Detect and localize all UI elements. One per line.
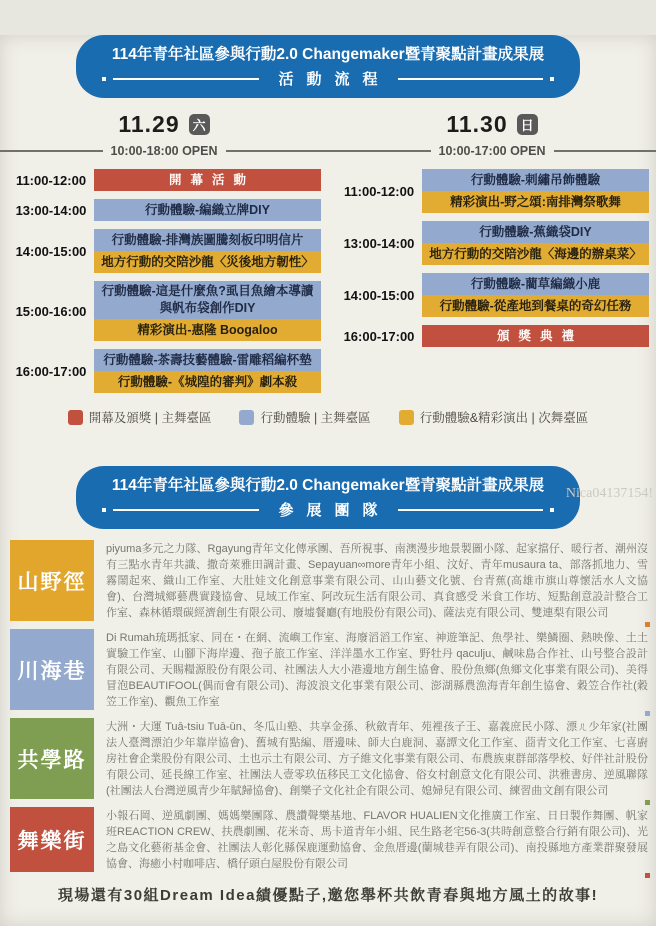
event-bar: 地方行動的交陪沙龍〈災後地方韌性〉 — [94, 251, 321, 273]
date-label: 11.29 — [118, 111, 180, 137]
legend — [0, 408, 656, 426]
decorative-square-dot — [645, 711, 650, 716]
legend-item — [239, 408, 370, 426]
schedule-row — [336, 169, 649, 213]
legend-label: 行動體驗 | 主舞臺區 — [260, 411, 371, 425]
legend-item — [68, 408, 212, 426]
footer-tagline: 現場還有30組Dream Idea績優點子,邀您舉杯共飲青春與地方風土的故事! — [57, 887, 599, 904]
decorative-square-dot — [102, 77, 106, 81]
event-bar: 行動體驗-這是什麼魚?虱目魚繪本導讀與帆布袋創作DIY — [94, 281, 321, 319]
event-bar: 頒獎典禮 — [422, 325, 649, 347]
event-bar: 行動體驗-編織立牌DIY — [94, 199, 321, 221]
decorative-square-dot — [645, 800, 650, 805]
event-bar: 地方行動的交陪沙龍〈海邊的辦桌菜〉 — [422, 243, 649, 265]
weekday-badge: 日 — [517, 114, 538, 135]
team-members: Di Rumah琉瑪抵家、同在・在網、流嶼工作室、海廢滔滔工作室、神遊筆記、魚學社、樂鱗圈、熱映像、土土實驗工作室、山腳下海岸邊、孢子旅工作室、洋洋墨水工作室、野牡丹 qaculju、鹹味島合作社、山号整合設計有限公司、天賜糧源股份有限公司、社團法人大小港邊地方創生協會、股份魚鄉(魚鄉文化事業有限公司)、美得冒泡BEAUTIFOOL(偶而會有限公司)、海波浪文化事業有限公司、澎湖縣農漁海青年創生協會、穀笠合作社(穀笠工作室)、觀魚工作室 — [106, 632, 648, 708]
schedule-row — [336, 325, 649, 347]
event-bar: 精彩演出-野之頌:南排灣祭歌舞 — [422, 191, 649, 213]
event-bar: 行動體驗-從產地到餐桌的奇幻任務 — [422, 295, 649, 317]
team-name-badge: 川海巷 — [10, 629, 94, 710]
team-section-dance-music-street — [10, 807, 648, 872]
legend-item — [399, 408, 589, 426]
decorative-line — [398, 78, 544, 80]
team-members: 大洲・大運 Tuā-tsiu Tuā-ūn、冬瓜山塾、共享金孫、秋斂青年、苑裡孩子王、嘉義庶民小隊、漂ㄦ少年家(社團法人臺灣漂泊少年靠岸協會)、舊城有點編、厝邊味、師大白鹿洞、嘉譚文化工作室、莔青文化工作室、七喜廚房社會企業股份有限公司、土也示土有限公司、方子維文化事業有限公司、布農族東群部落學校、好伴社計股份有限公司、延長線工作室、社團法人壹零玖伍移民工文化協會、俗女村創意文化有限公司、洪雅書房、逆風聯隊(社團法人台灣逆風青少年賦歸協會)、創樂子文化社企有限公司、媳婦兒有限公司、練習曲文創有限公司 — [106, 721, 648, 797]
decorative-square-dot — [550, 508, 554, 512]
schedule-row — [336, 273, 649, 317]
time-label: 14:00-15:00 — [343, 287, 415, 303]
event-bar: 行動體驗-蕉織袋DIY — [422, 221, 649, 243]
event-poster — [0, 35, 656, 926]
poster-title: 114年青年社區參與行動2.0 Changemaker暨青聚點計畫成果展 — [111, 46, 545, 63]
teams-banner — [76, 466, 580, 529]
poster-title: 114年青年社區參與行動2.0 Changemaker暨青聚點計畫成果展 — [111, 477, 545, 494]
event-bar: 行動體驗-藺草編織小鹿 — [422, 273, 649, 295]
decorative-line — [554, 150, 656, 152]
schedule-row — [8, 229, 321, 273]
decorative-line — [398, 509, 544, 511]
schedule-row — [8, 349, 321, 393]
time-label: 11:00-12:00 — [15, 172, 87, 188]
legend-swatch-red — [68, 410, 83, 425]
schedule-row — [8, 169, 321, 191]
team-section-learning-road — [10, 718, 648, 799]
decorative-line — [0, 150, 103, 152]
decorative-line — [328, 150, 431, 152]
weekday-badge: 六 — [189, 114, 210, 135]
time-label: 11:00-12:00 — [343, 183, 415, 199]
team-section-mountain-trail — [10, 540, 648, 621]
day-headers — [0, 111, 656, 158]
time-label: 16:00-17:00 — [15, 363, 87, 379]
schedule-column-sat — [0, 169, 328, 393]
event-bar: 行動體驗-茶壽技藝體驗-雷雕稻編杯墊 — [94, 349, 321, 371]
watermark-text: Nica04137154! — [565, 486, 653, 501]
legend-label: 開幕及頒獎 | 主舞臺區 — [88, 411, 212, 425]
team-members: 小報石岡、逆風劇團、媽媽樂團隊、農讚聲樂基地、FLAVOR HUALIEN文化推廣工作室、日日製作舞團、帆家班REACTION CREW、扶農劇團、花米奇、馬卡道青年小組、民生路老宅56-3(共時創意整合行銷有限公司)、光之島文化藝術基金會、社團法人彰化縣保鹿運動協會、金魚厝邊(蘭城巷弄有限公司)、南投縣地方產業群聚發展協會、海癒小村咖啡店、橋仔頭白屋股份有限公司 — [106, 810, 648, 870]
legend-swatch-blue — [239, 410, 254, 425]
open-hours: 10:00-18:00 OPEN — [110, 144, 218, 158]
schedule-row — [8, 281, 321, 341]
decorative-line — [226, 150, 329, 152]
time-label: 16:00-17:00 — [343, 328, 415, 344]
team-name-badge: 共學路 — [10, 718, 94, 799]
time-label: 13:00-14:00 — [343, 235, 415, 251]
schedule-column-sun — [328, 169, 656, 393]
time-label: 13:00-14:00 — [15, 202, 87, 218]
day-header-sat — [0, 111, 328, 158]
team-name-badge: 舞樂街 — [10, 807, 94, 872]
schedule — [0, 169, 656, 393]
event-bar: 行動體驗-刺繡吊飾體驗 — [422, 169, 649, 191]
schedule-subtitle: 活動流程 — [278, 71, 391, 88]
time-label: 14:00-15:00 — [15, 243, 87, 259]
decorative-line — [113, 509, 259, 511]
teams-banner-subtitle-row — [102, 499, 554, 520]
decorative-square-dot — [645, 622, 650, 627]
decorative-line — [113, 78, 259, 80]
schedule-row — [336, 221, 649, 265]
teams-subtitle: 參展團隊 — [278, 502, 391, 519]
decorative-square-dot — [550, 77, 554, 81]
event-bar: 開幕活動 — [94, 169, 321, 191]
schedule-banner-subtitle-row — [102, 68, 554, 89]
schedule-banner — [76, 35, 580, 98]
event-bar: 行動體驗-排灣族圖騰刻板印明信片 — [94, 229, 321, 251]
decorative-square-dot — [102, 508, 106, 512]
legend-swatch-yellow — [399, 410, 414, 425]
team-members: piyuma多元之力隊、Rgayung青年文化傳承團、吾所視事、南澳漫步地景製圖小隊、起家擋仔、暖行者、潮州沒有三點水青年共識、撒奇萊雅田調計畫、Sepayuan∞more青年小組、汶好、青年musaura ta、部落抓地力、雪霧鬧起來、織山工作室、大肚娃文化創意事業有限公司、山山藝文化號、台青蕉(高雄市旗山尊懷活水人文協會)、台灣城鄉藝農實踐協會、見域工作室、阿改玩生活有限公司、真食感受 米食工作坊、短點創意設計整合工作室、森林循環碳經濟創生有限公司、廢墟餐廳(有地股份有限公司)、薩法克有限公司、雙連梨有限公司 — [106, 543, 648, 619]
day-header-sun — [328, 111, 656, 158]
legend-label: 行動體驗&精彩演出 | 次舞臺區 — [419, 411, 589, 425]
schedule-row — [8, 199, 321, 221]
date-label: 11.30 — [446, 111, 508, 137]
open-hours: 10:00-17:00 OPEN — [438, 144, 546, 158]
team-name-badge: 山野徑 — [10, 540, 94, 621]
team-section-river-sea-lane — [10, 629, 648, 710]
event-bar: 行動體驗-《城隍的審判》劇本殺 — [94, 371, 321, 393]
event-bar: 精彩演出-惠隆 Boogaloo — [94, 319, 321, 341]
time-label: 15:00-16:00 — [15, 303, 87, 319]
team-sections — [10, 540, 648, 872]
decorative-square-dot — [645, 873, 650, 878]
